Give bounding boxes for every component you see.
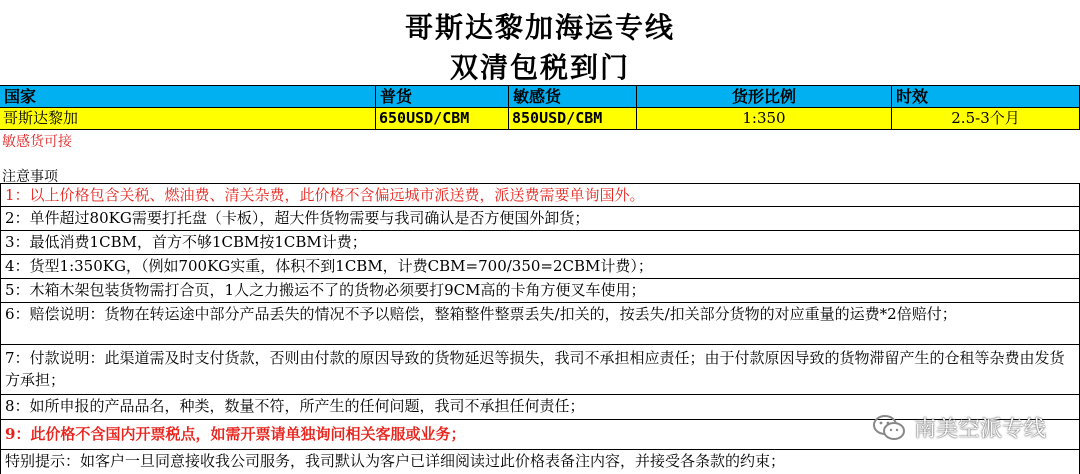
note-item-6: 6：赔偿说明：货物在转运途中部分产品丢失的情况不予以赔偿，整箱整件整票丢失/扣关的，按丢失/扣关部分货物的对应重量的运费*2倍赔付； [0, 303, 1080, 345]
header-country: 国家 [0, 86, 376, 108]
sensitive-note: 敏感货可接 [2, 134, 72, 150]
cell-general-price: 650USD/CBM [376, 108, 509, 130]
note-item-5: 5：木箱木架包装货物需打合页，1人之力搬运不了的货物必须要打9CM高的卡角方便叉车使用； [0, 279, 1080, 303]
page-subtitle: 双清包税到门 [449, 51, 630, 84]
cell-country: 哥斯达黎加 [0, 108, 376, 130]
cell-ratio: 1:350 [637, 108, 892, 130]
header-sensitive: 敏感货 [509, 86, 637, 108]
wechat-icon [872, 414, 906, 442]
header-time: 时效 [892, 86, 1080, 108]
note-item-2: 2：单件超过80KG需要打托盘（卡板），超大件货物需要与我司确认是否方便国外卸货； [0, 207, 1080, 231]
watermark-text: 南美空派专线 [913, 417, 1046, 442]
cell-time: 2.5-3个月 [892, 108, 1080, 130]
watermark [872, 412, 1046, 443]
note-item-7: 7：付款说明：此渠道需及时支付货款，否则由付款的原因导致的货物延迟等损失，我司不承担相应责任；由于付款原因导致的货物滞留产生的仓租等杂费由发货方承担； [0, 345, 1080, 395]
note-item-3: 3：最低消费1CBM，首方不够1CBM按1CBM计费； [0, 231, 1080, 255]
header-ratio: 货形比例 [637, 86, 892, 108]
cell-sensitive-price: 850USD/CBM [509, 108, 637, 130]
note-special: 特别提示：如客户一旦同意接收我公司服务，我司默认为客户已详细阅读过此价格表备注内容，并接受各条款的约束； [0, 450, 1080, 474]
title-block [0, 0, 1080, 86]
note-item-9: 9：此价格不含国内开票税点，如需开票请单独询问相关客服或业务； [0, 420, 1080, 450]
note-item-4: 4：货型1:350KG，（例如700KG实重，体积不到1CBM，计费CBM=700/350=2CBM计费）； [0, 255, 1080, 279]
header-general: 普货 [376, 86, 509, 108]
notes-title: 注意事项 [2, 169, 58, 185]
note-item-8: 8：如所申报的产品品名，种类，数量不符，所产生的任何问题，我司不承担任何责任； [0, 395, 1080, 420]
note-item-1: 1：以上价格包含关税、燃油费、清关杂费，此价格不含偏远城市派送费，派送费需要单询国外。 [0, 183, 1080, 207]
page-title: 哥斯达黎加海运专线 [404, 11, 675, 44]
